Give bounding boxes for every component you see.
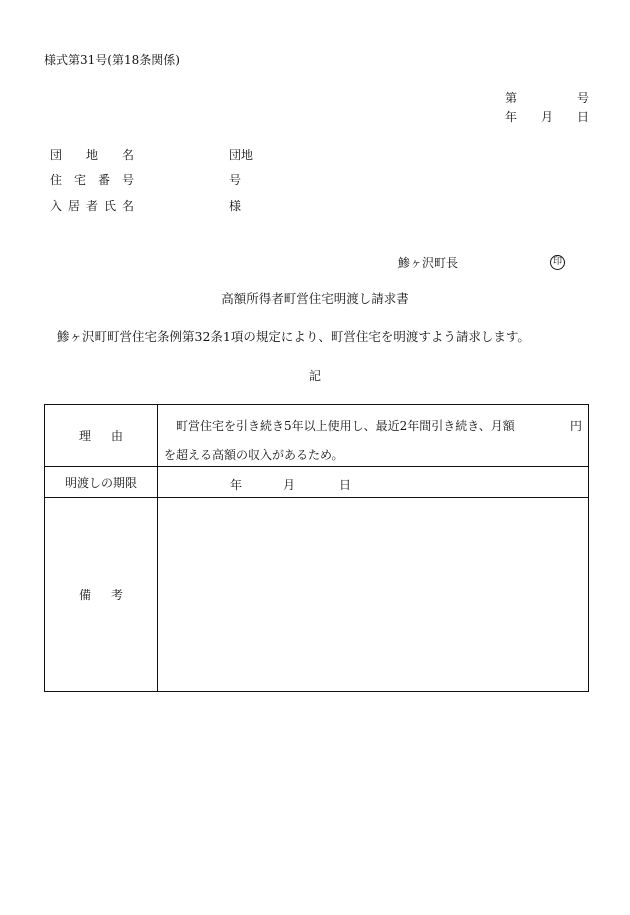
- period-cell[interactable]: [158, 467, 589, 498]
- reason-label: [45, 405, 158, 467]
- period-row: [45, 467, 589, 498]
- issue-date-year: 年: [505, 110, 518, 124]
- remarks-label: [45, 498, 158, 692]
- label-char: 考: [110, 588, 123, 602]
- form-number: 様式第31号(第18条関係): [44, 53, 180, 67]
- label-char: 氏: [103, 199, 116, 213]
- label-housing-number: [50, 174, 134, 186]
- reason-row: [45, 405, 589, 467]
- label-char: 宅: [73, 173, 86, 187]
- reason-yen-unit: 円: [569, 419, 582, 433]
- label-char: 号: [121, 173, 134, 187]
- issue-date-month: 月: [541, 110, 554, 124]
- issuer-title: 鯵ヶ沢町長: [398, 256, 459, 270]
- issue-date-day: 日: [577, 110, 590, 124]
- period-month: 月: [283, 478, 296, 492]
- reason-text-line2: を超える高額の収入があるため。: [164, 448, 344, 462]
- ki-marker: 記: [308, 369, 321, 383]
- label-danchi-name: [50, 149, 134, 161]
- document-title: 高額所得者町営住宅明渡し請求書: [221, 291, 409, 306]
- period-label: 明渡しの期限: [45, 467, 158, 498]
- label-char: 備: [79, 588, 92, 602]
- reason-text-line1: 町営住宅を引き続き5年以上使用し、最近2年間引き続き、月額: [176, 419, 515, 433]
- label-char: 理: [79, 429, 92, 443]
- remarks-cell[interactable]: [158, 498, 589, 692]
- reason-cell[interactable]: [158, 405, 589, 467]
- label-char: 名: [121, 199, 134, 213]
- label-char: 居: [67, 199, 80, 213]
- period-year: 年: [230, 478, 243, 492]
- suffix-sama: 様: [229, 199, 242, 213]
- label-char: 者: [85, 199, 98, 213]
- document-number-suffix: 号: [577, 91, 590, 105]
- suffix-number: 号: [229, 173, 242, 187]
- label-resident-name: [50, 200, 134, 212]
- details-table: [44, 404, 589, 692]
- seal-icon: 印: [550, 255, 565, 270]
- label-char: 由: [110, 429, 123, 443]
- label-char: 名: [121, 148, 134, 162]
- label-char: 番: [97, 173, 110, 187]
- label-char: 地: [85, 148, 98, 162]
- document-body: 鯵ヶ沢町町営住宅条例第32条1項の規定により、町営住宅を明渡すよう請求します。: [57, 329, 530, 344]
- label-char: 住: [50, 173, 63, 187]
- suffix-danchi: 団地: [229, 148, 254, 162]
- label-char: 入: [50, 199, 63, 213]
- period-day: 日: [339, 478, 352, 492]
- remarks-row: [45, 498, 589, 692]
- document-number-prefix: 第: [505, 91, 518, 105]
- label-char: 団: [50, 148, 63, 162]
